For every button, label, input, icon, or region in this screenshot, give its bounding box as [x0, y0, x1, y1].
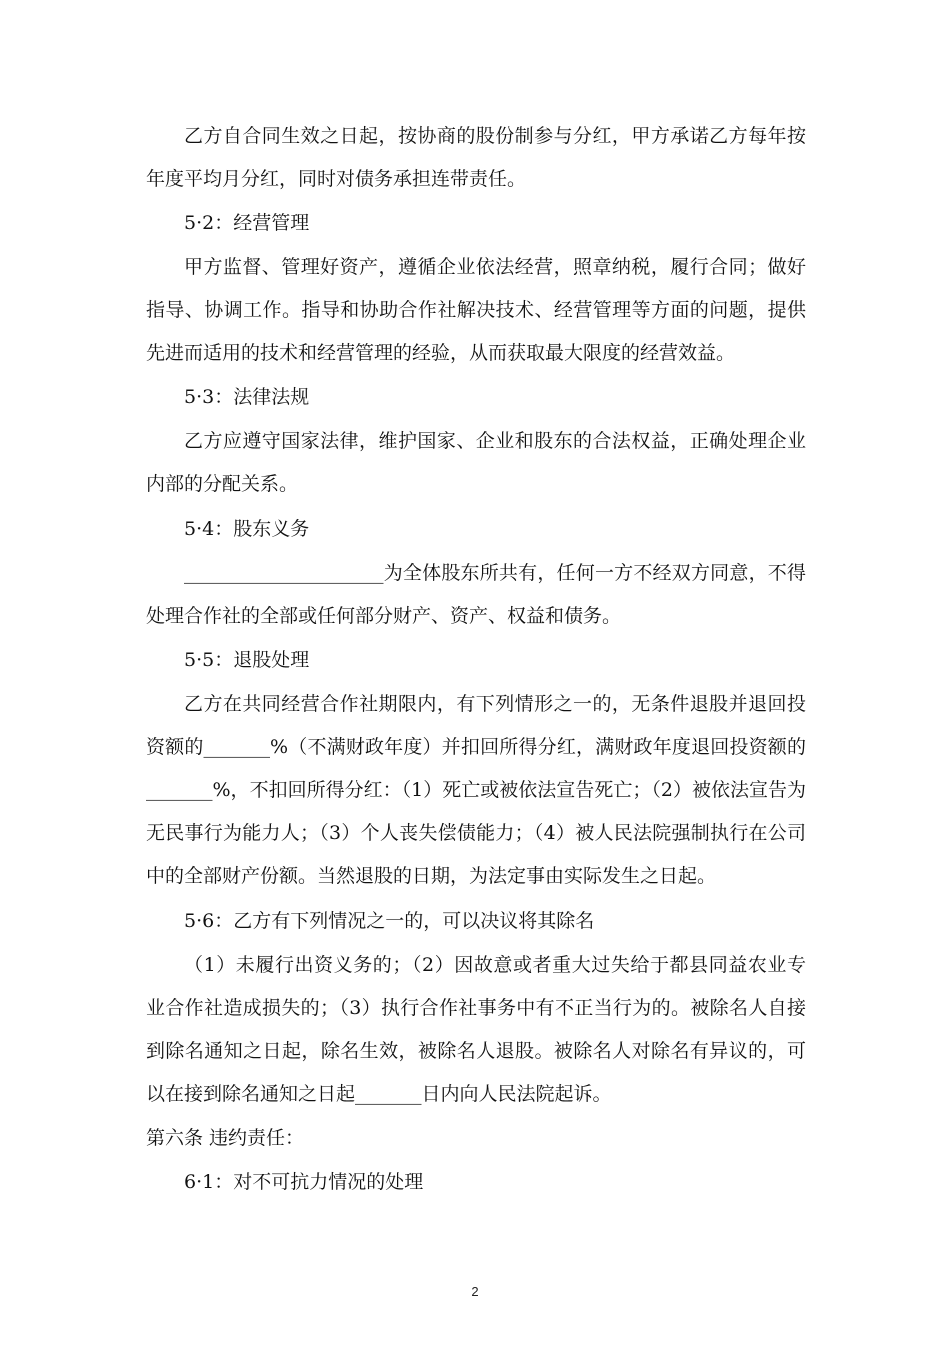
paragraph-law: 乙方应遵守国家法律，维护国家、企业和股东的合法权益，正确处理企业内部的分配关系。: [146, 430, 806, 495]
heading-5-2: 5·2：经营管理: [184, 212, 310, 234]
paragraph-expulsion: （1）未履行出资义务的；（2）因故意或者重大过失给于都县同益农业专业合作社造成损失的；（3）执行合作社事务中有不正当行为的。被除名人自接到除名通知之日起，除名生效，被除名人退股。被除名人对除名有异议的，可以在接到除名通知之日起_______日内向人民法院起诉。: [146, 954, 806, 1105]
paragraph-shareholder-duty: _____________________为全体股东所共有，任何一方不经双方同意，不得处理合作社的全部或任何部分财产、资产、权益和债务。: [146, 562, 806, 627]
heading-5-4: 5·4：股东义务: [184, 518, 310, 540]
page-number: 2: [471, 1284, 479, 1299]
paragraph-dividend: 乙方自合同生效之日起，按协商的股份制参与分红，甲方承诺乙方每年按年度平均月分红，同时对债务承担连带责任。: [146, 125, 806, 190]
paragraph-management: 甲方监督、管理好资产，遵循企业依法经营，照章纳税，履行合同；做好指导、协调工作。指导和协助合作社解决技术、经营管理等方面的问题，提供先进而适用的技术和经营管理的经验，从而获取最大限度的经营效益。: [146, 256, 806, 364]
heading-6-1: 6·1：对不可抗力情况的处理: [184, 1171, 424, 1193]
heading-5-3: 5·3：法律法规: [184, 386, 310, 408]
article-6-title: 第六条 违约责任：: [146, 1127, 305, 1149]
paragraph-withdrawal: 乙方在共同经营合作社期限内，有下列情形之一的，无条件退股并退回投资额的_______%（不满财政年度）并扣回所得分红，满财政年度退回投资额的_______%，不扣回所得分红：（1）死亡或被依法宣告死亡；（2）被依法宣告为无民事行为能力人；（3）个人丧失偿债能力；（4）被人民法院强制执行在公司中的全部财产份额。当然退股的日期，为法定事由实际发生之日起。: [146, 693, 806, 887]
heading-5-6: 5·6：乙方有下列情况之一的，可以决议将其除名: [184, 910, 595, 932]
heading-5-5: 5·5：退股处理: [184, 649, 310, 671]
